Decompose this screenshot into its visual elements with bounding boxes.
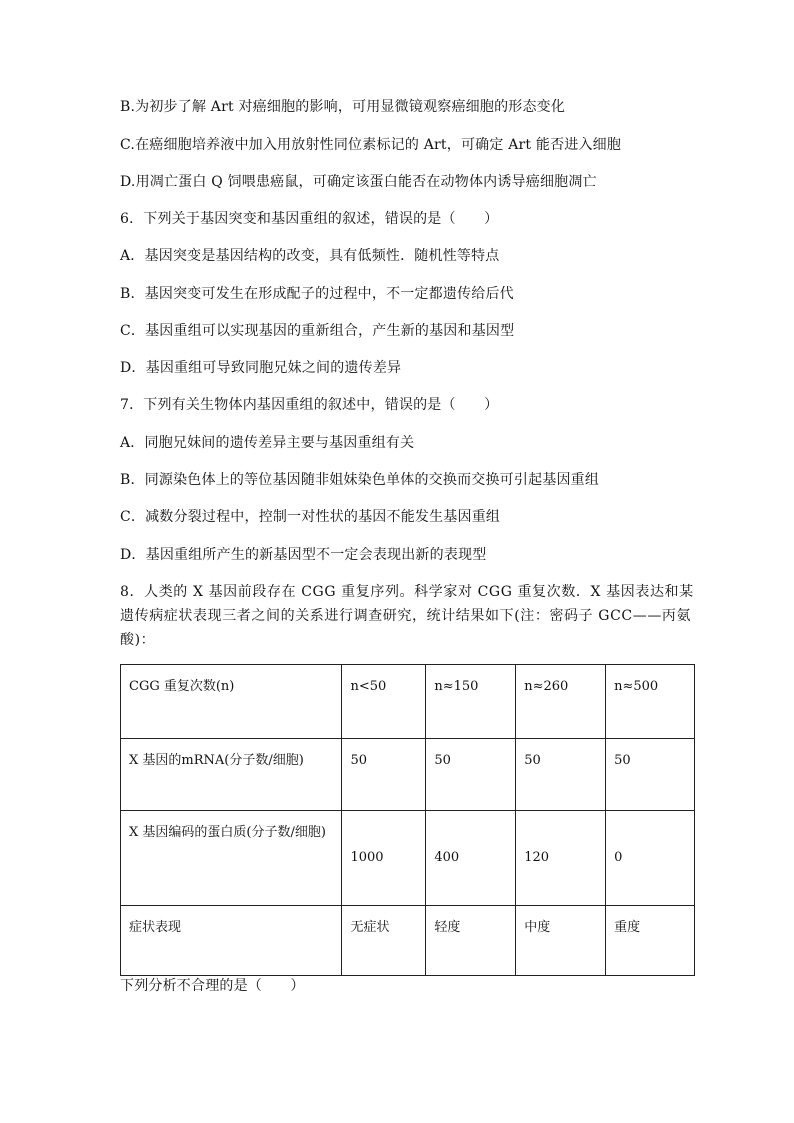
table-cell: n<50 xyxy=(342,665,426,739)
table-cell: 50 xyxy=(516,739,606,811)
question-6-option-c: C．基因重组可以实现基因的重新组合，产生新的基因和基因型 xyxy=(120,323,515,339)
table-cell: 50 xyxy=(606,739,695,811)
table-cell: n≈500 xyxy=(606,665,695,739)
table-cell: n≈260 xyxy=(516,665,606,739)
question-8-followup: 下列分析不合理的是（ ） xyxy=(120,978,305,994)
table-cell: 400 xyxy=(426,811,516,906)
table-cell: n≈150 xyxy=(426,665,516,739)
question-7-option-b: B．同源染色体上的等位基因随非姐妹染色单体的交换而交换可引起基因重组 xyxy=(120,472,600,488)
table-cell: X 基因编码的蛋白质(分子数/细胞) xyxy=(121,811,342,906)
table-cell: 轻度 xyxy=(426,906,516,976)
table-cell: 无症状 xyxy=(342,906,426,976)
table-row xyxy=(121,665,695,739)
option-d-text: D.用凋亡蛋白 Q 饲喂患癌鼠，可确定该蛋白能否在动物体内诱导癌细胞凋亡 xyxy=(120,174,597,190)
table-cell: CGG 重复次数(n) xyxy=(121,665,342,739)
question-7-option-a: A．同胞兄妹间的遗传差异主要与基因重组有关 xyxy=(120,435,415,451)
question-7-option-c: C．减数分裂过程中，控制一对性状的基因不能发生基因重组 xyxy=(120,509,501,525)
table-row xyxy=(121,811,695,906)
table-cell: 症状表现 xyxy=(121,906,342,976)
table-cell: 重度 xyxy=(606,906,695,976)
option-c-text: C.在癌细胞培养液中加入用放射性同位素标记的 Art，可确定 Art 能否进入细胞 xyxy=(120,137,622,153)
question-8-stem: 8．人类的 X 基因前段存在 CGG 重复序列。科学家对 CGG 重复次数．X 基因表达和某遗传病症状表现三者之间的关系进行调查研究，统计结果如下(注：密码子 GCC——丙氨酸)： xyxy=(120,584,694,648)
data-table xyxy=(120,664,695,976)
table-row xyxy=(121,906,695,976)
question-6-option-a: A．基因突变是基因结构的改变，具有低频性．随机性等特点 xyxy=(120,248,500,264)
question-6-option-b: B．基因突变可发生在形成配子的过程中，不一定都遗传给后代 xyxy=(120,286,514,302)
table-row xyxy=(121,739,695,811)
question-7-stem: 7．下列有关生物体内基因重组的叙述中，错误的是（ ） xyxy=(120,397,499,413)
table-cell: 1000 xyxy=(342,811,426,906)
table-cell: X 基因的mRNA(分子数/细胞) xyxy=(121,739,342,811)
table-cell: 0 xyxy=(606,811,695,906)
table-cell: 50 xyxy=(426,739,516,811)
question-7-option-d: D．基因重组所产生的新基因型不一定会表现出新的表现型 xyxy=(120,547,487,563)
table-cell: 50 xyxy=(342,739,426,811)
question-6-stem: 6．下列关于基因突变和基因重组的叙述，错误的是（ ） xyxy=(120,211,499,227)
option-b-text: B.为初步了解 Art 对癌细胞的影响，可用显微镜观察癌细胞的形态变化 xyxy=(120,99,566,115)
question-6-option-d: D．基因重组可导致同胞兄妹之间的遗传差异 xyxy=(120,360,402,376)
table-cell: 中度 xyxy=(516,906,606,976)
table-cell: 120 xyxy=(516,811,606,906)
